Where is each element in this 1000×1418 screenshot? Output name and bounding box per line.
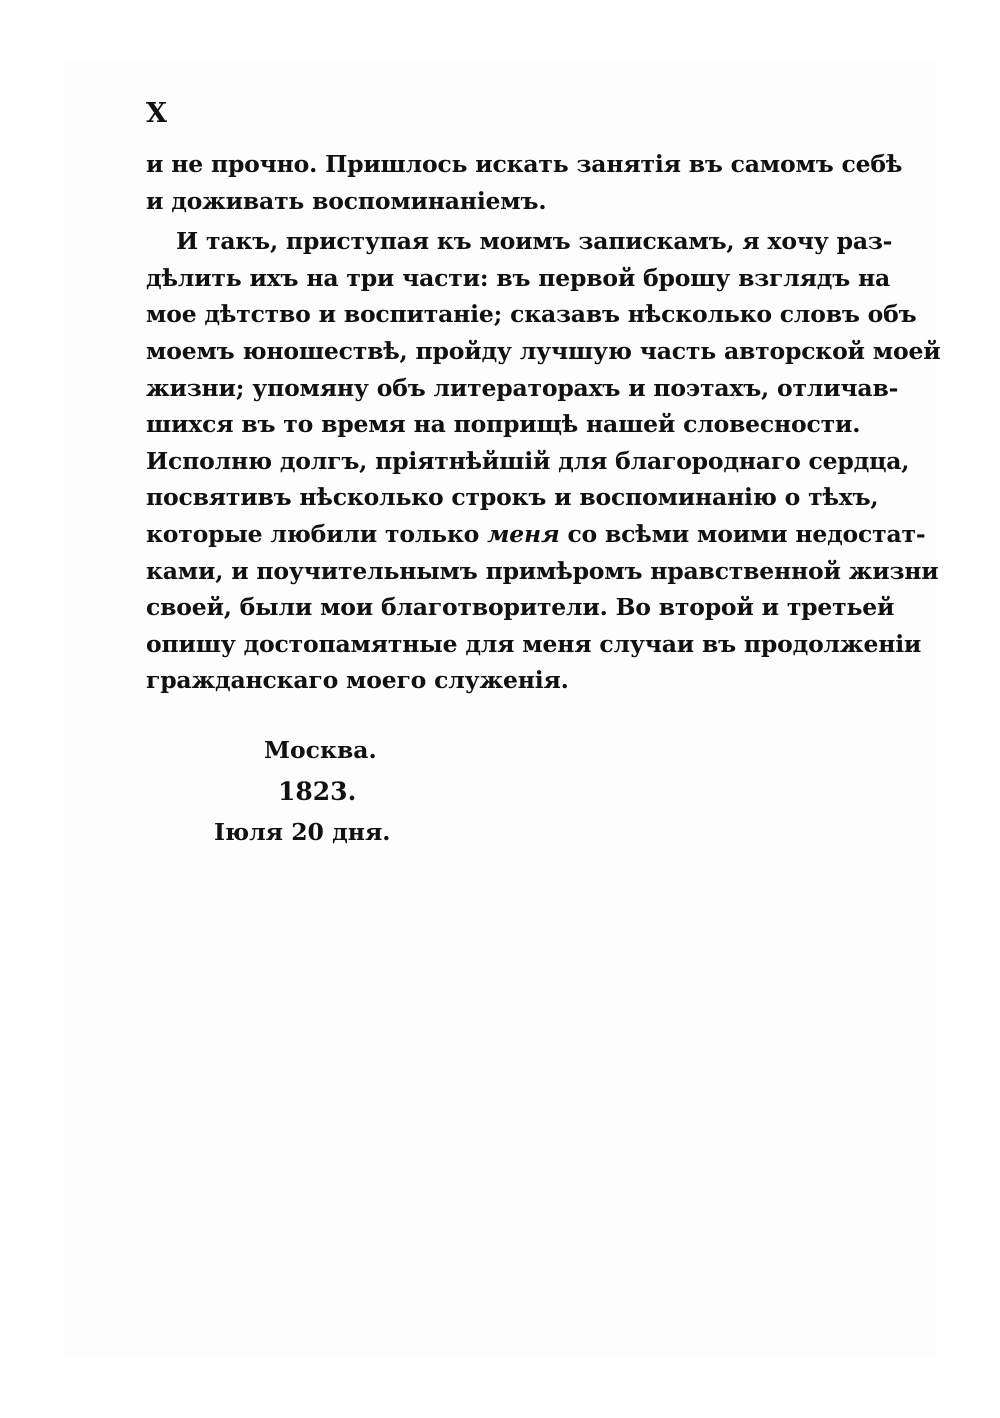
text-line: шихся въ то время на поприщѣ нашей словесности.	[146, 410, 861, 439]
italic-emphasis: меня	[487, 519, 560, 548]
text-line: жизни; упомяну объ литераторахъ и поэтахъ, отличав-	[146, 373, 899, 402]
text-line: и не прочно. Пришлось искать занятія въ самомъ себѣ	[146, 150, 903, 178]
text-fragment: со всѣми моими недостат-	[567, 519, 926, 548]
text-line: гражданскаго моего служенія.	[146, 666, 569, 695]
text-line: дѣлить ихъ на три части: въ первой брошу взглядъ на	[146, 263, 891, 292]
signature-year: 1823.	[278, 777, 357, 806]
text-fragment: которые любили только	[146, 519, 480, 548]
text-line: ками, и поучительнымъ примѣромъ нравственной жизни	[146, 556, 939, 585]
text-line: Исполню долгъ, пріятнѣйшій для благороднаго сердца,	[146, 446, 910, 475]
signature-date: Іюля 20 дня.	[214, 818, 391, 846]
text-line: И такъ, приступая къ моимъ запискамъ, я хочу раз-	[176, 227, 893, 256]
signature-place: Москва.	[264, 736, 377, 764]
page-number: X	[146, 98, 167, 129]
text-line: мое дѣтство и воспитаніе; сказавъ нѣсколько словъ объ	[146, 300, 917, 329]
text-line: посвятивъ нѣсколько строкъ и воспоминанію о тѣхъ,	[146, 483, 879, 512]
text-line: и доживать воспоминаніемъ.	[146, 186, 547, 215]
text-line: своей, были мои благотворители. Во второй и третьей	[146, 593, 895, 622]
text-line: опишу достопамятные для меня случаи въ продолженіи	[146, 629, 922, 658]
body-text	[146, 146, 941, 699]
signature-block	[200, 730, 400, 853]
text-line-with-italic	[146, 516, 926, 553]
text-line: моемъ юношествѣ, пройду лучшую часть авторской моей	[146, 336, 941, 365]
